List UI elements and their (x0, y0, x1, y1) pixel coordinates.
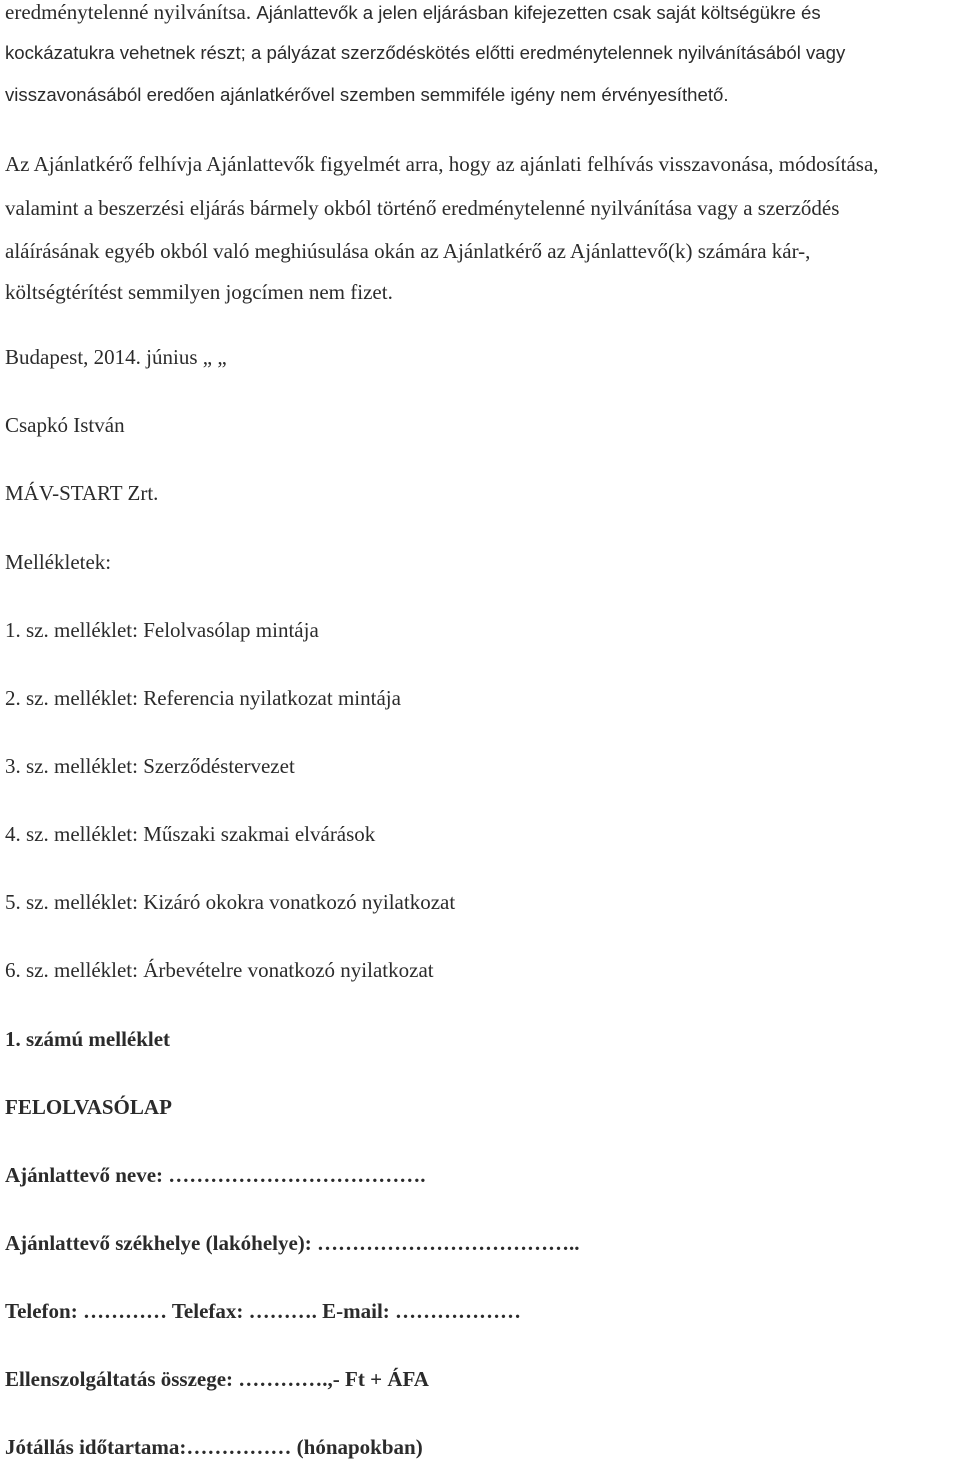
attachment-item: 3. sz. melléklet: Szerződéstervezet (5, 754, 295, 778)
date-line: Budapest, 2014. június „ „ (5, 345, 227, 369)
attachment-item: 4. sz. melléklet: Műszaki szakmai elvárások (5, 822, 376, 846)
form-field-contacts: Telefon: ………… Telefax: ………. E-mail: ……………… (5, 1299, 522, 1323)
attachments-heading: Mellékletek: (5, 550, 112, 574)
paragraph-1-line-1-part-1: eredménytelenné nyilvánítsa. (5, 0, 257, 24)
attachment-item: 1. sz. melléklet: Felolvasólap mintája (5, 618, 319, 642)
form-field-price: Ellenszolgáltatás összege: ………….,- Ft + ÁFA (5, 1367, 429, 1391)
attachment-item: 6. sz. melléklet: Árbevételre vonatkozó nyilatkozat (5, 958, 434, 982)
paragraph-2-line-1: Az Ajánlatkérő felhívja Ajánlattevők figyelmét arra, hogy az ajánlati felhívás visszavonása, módosítása, (5, 152, 879, 176)
signatory-company: MÁV-START Zrt. (5, 481, 159, 505)
paragraph-2-line-3: aláírásának egyéb okból való meghiúsulása okán az Ajánlatkérő az Ajánlattevő(k) számára kár-, (5, 239, 811, 263)
annex-1-title: 1. számú melléklet (5, 1027, 171, 1051)
form-title: FELOLVASÓLAP (5, 1095, 172, 1119)
form-field-bidder-name: Ajánlattevő neve: ………………………………. (5, 1163, 426, 1187)
paragraph-2-line-2: valamint a beszerzési eljárás bármely okból történő eredménytelenné nyilvánítása vagy a szerződés (5, 196, 840, 220)
attachment-item: 2. sz. melléklet: Referencia nyilatkozat mintája (5, 686, 401, 710)
paragraph-1-line-1-part-2: Ajánlattevők a jelen eljárásban kifejezetten csak saját költségükre és (256, 2, 821, 23)
paragraph-1-line-1 (5, 0, 821, 25)
paragraph-1-line-2: kockázatukra vehetnek részt; a pályázat szerződéskötés előtti eredménytelennek nyilvánításából vagy (5, 42, 846, 63)
signatory-name: Csapkó István (5, 413, 125, 437)
paragraph-2-line-4: költségtérítést semmilyen jogcímen nem fizet. (5, 280, 393, 304)
form-field-warranty: Jótállás időtartama:…………… (hónapokban) (5, 1435, 423, 1459)
paragraph-1-line-3: visszavonásából eredően ajánlatkérővel szemben semmiféle igény nem érvényesíthető. (5, 84, 729, 105)
attachment-item: 5. sz. melléklet: Kizáró okokra vonatkozó nyilatkozat (5, 890, 456, 914)
form-field-bidder-address: Ajánlattevő székhelye (lakóhelye): ……………………………….. (5, 1231, 580, 1255)
